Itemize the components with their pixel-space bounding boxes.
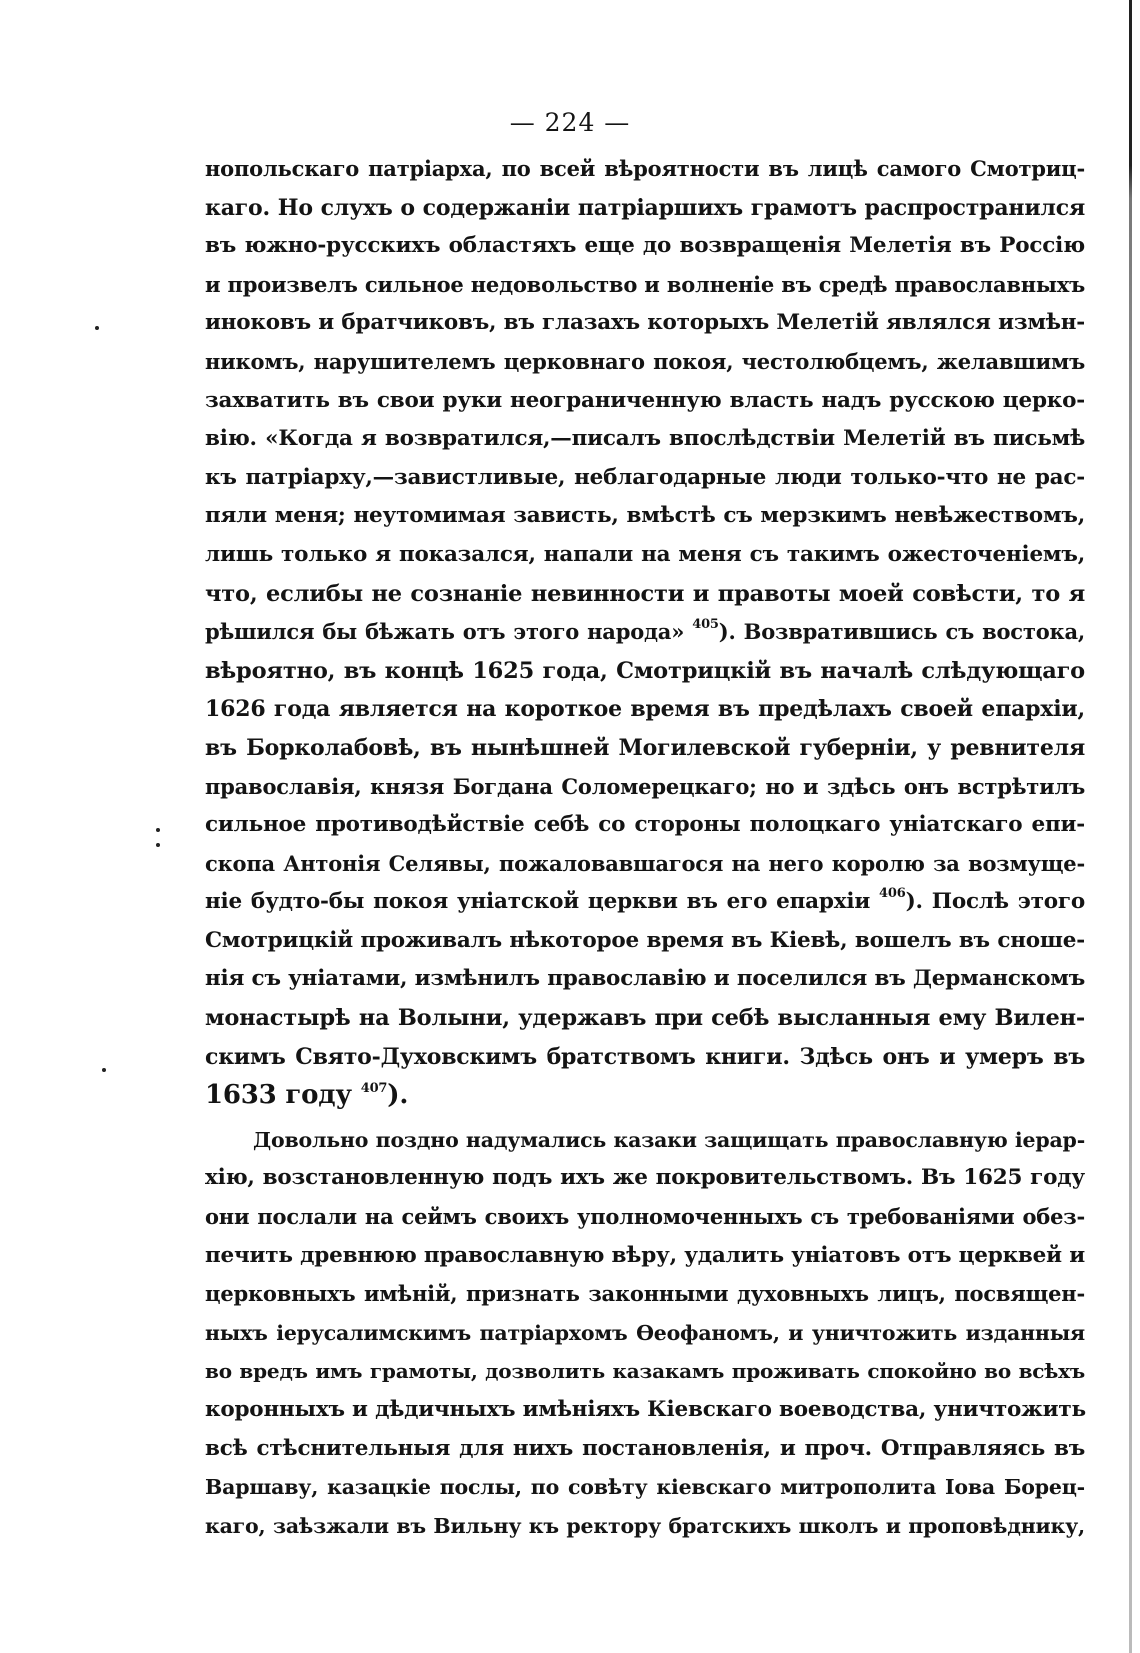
text-line: къ патріарху,—завистливые, неблагодарные люди только-что не рас- <box>205 464 1085 490</box>
line-text: ). Послѣ этого <box>905 889 1085 915</box>
text-line: 1626 года является на короткое время въ предѣлахъ своей епархіи, <box>205 696 1085 723</box>
line-text: 1633 году <box>205 1080 352 1111</box>
ink-speck <box>102 1068 106 1072</box>
text-line: въ Борколабовѣ, въ нынѣшней Могилевской губерніи, у ревнителя <box>205 734 1085 761</box>
line-text: ніе будто-бы покоя уніатской церкви въ его епархіи <box>205 889 871 915</box>
page-edge-shadow <box>1129 0 1132 1653</box>
paragraph-1 <box>205 150 1085 1115</box>
text-line: и произвелъ сильное недовольство и волненіе въ средѣ православныхъ <box>205 271 1085 297</box>
text-line <box>205 883 1085 922</box>
text-line: въ южно-русскихъ областяхъ еще до возвращенія Мелетія въ Россію <box>205 233 1085 259</box>
text-line: что, еслибы не сознаніе невинности и правоты моей совѣсти, то я <box>205 580 1085 607</box>
line-text: рѣшился бы бѣжать отъ этого народа» <box>205 619 685 645</box>
text-line: православія, князя Богдана Соломерецкаго; но и здѣсь онъ встрѣтилъ <box>205 773 1085 799</box>
line-text: ). <box>387 1080 409 1111</box>
text-line: каго. Но слухъ о содержаніи патріаршихъ грамотъ распространился <box>205 194 1085 221</box>
ink-speck <box>156 843 160 847</box>
ink-speck <box>95 326 99 330</box>
ink-speck <box>156 828 160 832</box>
text-line: каго, заѣзжали въ Вильну къ ректору братскихъ школъ и проповѣднику, <box>205 1513 1085 1538</box>
text-line: захватить въ свои руки неограниченную власть надъ русскою церко- <box>205 387 1085 413</box>
footnote-ref: 405 <box>692 617 719 633</box>
text-line: вію. «Когда я возвратился,—писалъ впослѣдствіи Мелетій въ письмѣ <box>205 426 1085 452</box>
text-line: никомъ, нарушителемъ церковнаго покоя, честолюбцемъ, желавшимъ <box>205 348 1085 374</box>
text-line <box>205 613 1085 652</box>
text-line: Варшаву, казацкіе послы, по совѣту кіевскаго митрополита Іова Борец- <box>205 1475 1085 1500</box>
footnote-ref: 406 <box>879 886 906 902</box>
text-line: скопа Антонія Селявы, пожаловавшагося на него королю за возмуще- <box>205 850 1085 876</box>
line-text: ). Возвратившись съ востока, <box>718 619 1085 645</box>
footnote-ref: 407 <box>360 1081 388 1097</box>
text-line: печить древнюю православную вѣру, удалить уніатовъ отъ церквей и <box>205 1242 1085 1268</box>
text-line: монастырѣ на Волыни, удержавъ при себѣ высланныя ему Вилен- <box>205 1005 1085 1032</box>
page-number: — 224 — <box>509 108 631 137</box>
text-line: коронныхъ и дѣдичныхъ имѣніяхъ Кіевскаго воеводства, уничтожить <box>205 1397 1086 1422</box>
text-line: ныхъ іерусалимскимъ патріархомъ Ѳеофаномъ, и уничтожить изданныя <box>205 1320 1085 1345</box>
text-line: Смотрицкій проживалъ нѣкоторое время въ Кіевѣ, вошелъ въ сноше- <box>205 927 1085 953</box>
text-line: иноковъ и братчиковъ, въ глазахъ которыхъ Мелетій являлся измѣн- <box>205 310 1085 336</box>
text-line: лишь только я показался, напали на меня съ такимъ ожесточеніемъ, <box>205 541 1085 567</box>
text-line <box>205 1076 1085 1115</box>
text-line: хію, возстановленную подъ ихъ же покровительствомъ. Въ 1625 году <box>205 1165 1085 1191</box>
text-line: Довольно поздно надумались казаки защищать православную іерар- <box>253 1127 1085 1152</box>
text-line: вѣроятно, въ концѣ 1625 года, Смотрицкій въ началѣ слѣдующаго <box>205 657 1085 684</box>
text-line: пяли меня; неутомимая зависть, вмѣстѣ съ мерзкимъ невѣжествомъ, <box>205 503 1085 529</box>
text-line: скимъ Свято-Духовскимъ братствомъ книги. Здѣсь онъ и умеръ въ <box>205 1043 1085 1070</box>
text-line: во вредъ имъ грамоты, дозволить казакамъ проживать спокойно во всѣхъ <box>205 1359 1085 1384</box>
paragraph-2 <box>205 1121 1085 1546</box>
text-line: сильное противодѣйствіе себѣ со стороны полоцкаго уніатскаго епи- <box>205 812 1085 838</box>
text-line: нопольскаго патріарха, по всей вѣроятности въ лицѣ самого Смотриц- <box>205 156 1085 181</box>
text-line: они послали на сеймъ своихъ уполномоченныхъ съ требованіями обез- <box>205 1204 1085 1230</box>
text-line: нія съ уніатами, измѣнилъ православію и поселился въ Дерманскомъ <box>205 966 1085 992</box>
body-text <box>205 150 1085 1545</box>
text-line: церковныхъ имѣній, признать законными духовныхъ лицъ, посвящен- <box>205 1281 1085 1307</box>
text-line: всѣ стѣснительныя для нихъ постановленія, и проч. Отправляясь въ <box>205 1435 1085 1461</box>
